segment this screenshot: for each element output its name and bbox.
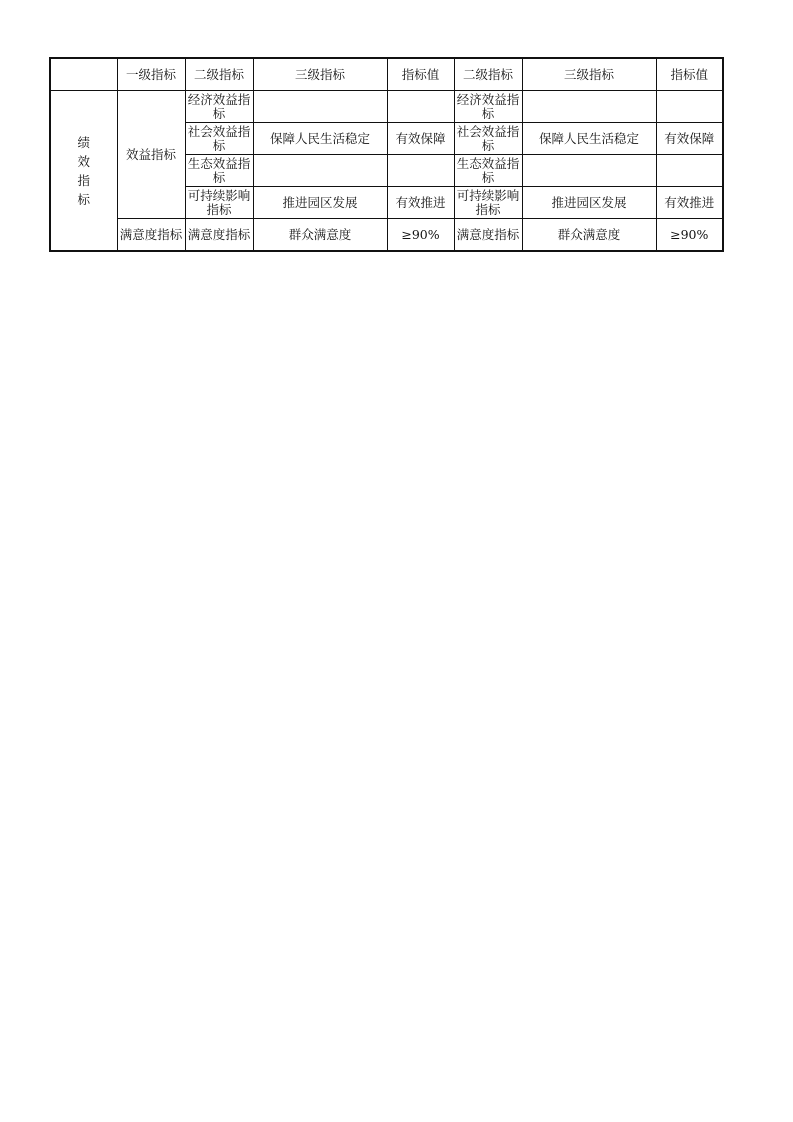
group-benefit-cell: 效益指标 bbox=[117, 91, 185, 219]
value-a-cell bbox=[387, 155, 454, 187]
level2-b-cell bbox=[454, 123, 522, 155]
level3-b-cell: 保障人民生活稳定 bbox=[522, 123, 656, 155]
level2-b-text: 生态效益指标 bbox=[456, 156, 520, 185]
value-a-cell bbox=[387, 91, 454, 123]
level2-a-text: 社会效益指标 bbox=[187, 124, 251, 153]
header-level3-a: 三级指标 bbox=[253, 58, 387, 91]
level2-a-cell bbox=[185, 187, 253, 219]
level2-b-cell bbox=[454, 155, 522, 187]
table-row bbox=[50, 219, 723, 252]
level2-b-text: 社会效益指标 bbox=[456, 124, 520, 153]
header-level2-a: 二级指标 bbox=[185, 58, 253, 91]
value-a-cell: 有效推进 bbox=[387, 187, 454, 219]
table-row bbox=[50, 91, 723, 123]
header-level1: 一级指标 bbox=[117, 58, 185, 91]
level3-a-cell bbox=[253, 91, 387, 123]
performance-indicator-table bbox=[49, 57, 724, 252]
level2-b-cell bbox=[454, 187, 522, 219]
level2-b-text: 经济效益指标 bbox=[456, 92, 520, 121]
level3-b-cell: 推进园区发展 bbox=[522, 187, 656, 219]
header-value-a: 指标值 bbox=[387, 58, 454, 91]
value-b-cell bbox=[656, 155, 723, 187]
value-b-cell: ≥90% bbox=[656, 219, 723, 252]
group-satisfaction-text: 满意度指标 bbox=[119, 227, 183, 242]
level3-a-cell: 群众满意度 bbox=[253, 219, 387, 252]
level2-a-cell bbox=[185, 219, 253, 252]
value-b-cell bbox=[656, 91, 723, 123]
level3-b-cell: 群众满意度 bbox=[522, 219, 656, 252]
header-blank-cell bbox=[50, 58, 117, 91]
header-level3-b: 三级指标 bbox=[522, 58, 656, 91]
level2-a-text: 满意度指标 bbox=[187, 227, 251, 242]
group-satisfaction-cell bbox=[117, 219, 185, 252]
level2-a-text: 经济效益指标 bbox=[187, 92, 251, 121]
level2-b-text: 满意度指标 bbox=[456, 227, 520, 242]
first-column-cell bbox=[50, 91, 117, 252]
level2-a-cell bbox=[185, 91, 253, 123]
header-value-b: 指标值 bbox=[656, 58, 723, 91]
table-header-row bbox=[50, 58, 723, 91]
value-b-cell: 有效保障 bbox=[656, 123, 723, 155]
level2-a-text: 生态效益指标 bbox=[187, 156, 251, 185]
level2-b-text: 可持续影响指标 bbox=[456, 188, 520, 217]
level2-b-cell bbox=[454, 219, 522, 252]
level3-a-cell: 推进园区发展 bbox=[253, 187, 387, 219]
first-column-label: 绩效指标 bbox=[77, 134, 90, 207]
level2-a-cell bbox=[185, 123, 253, 155]
header-level2-b: 二级指标 bbox=[454, 58, 522, 91]
level3-b-cell bbox=[522, 155, 656, 187]
level3-a-cell: 保障人民生活稳定 bbox=[253, 123, 387, 155]
value-a-cell: ≥90% bbox=[387, 219, 454, 252]
level2-a-cell bbox=[185, 155, 253, 187]
level2-b-cell bbox=[454, 91, 522, 123]
level3-b-cell bbox=[522, 91, 656, 123]
level3-a-cell bbox=[253, 155, 387, 187]
value-a-cell: 有效保障 bbox=[387, 123, 454, 155]
level2-a-text: 可持续影响指标 bbox=[187, 188, 251, 217]
value-b-cell: 有效推进 bbox=[656, 187, 723, 219]
